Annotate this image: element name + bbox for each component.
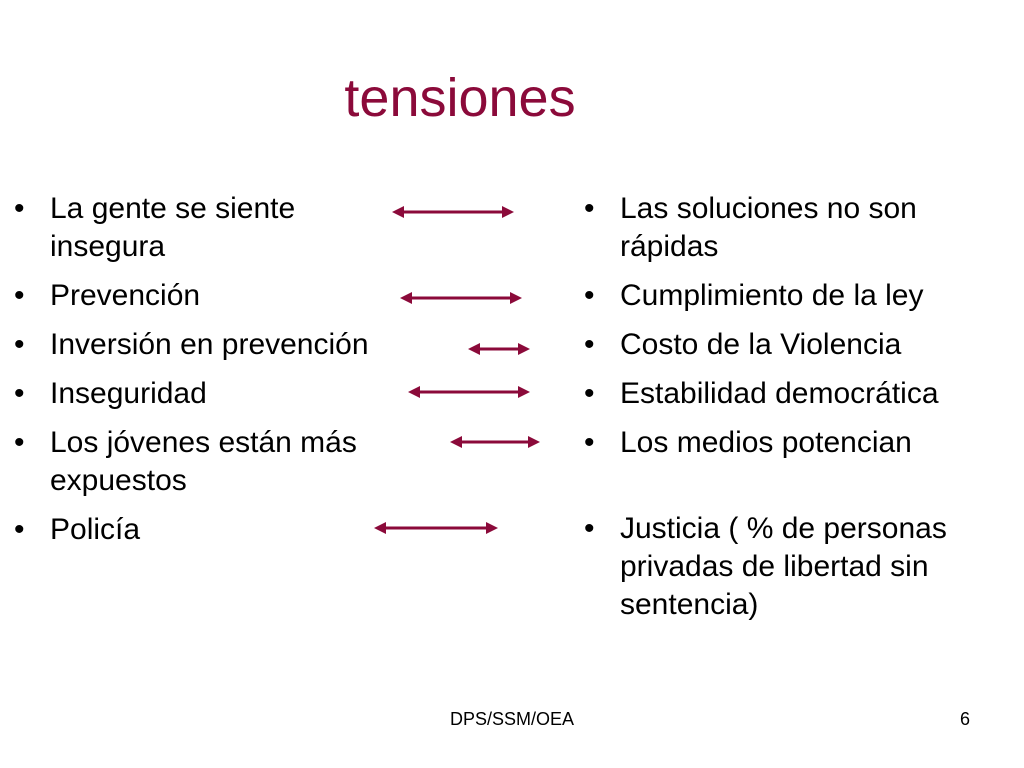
list-item (584, 277, 1014, 315)
list-item-text: Prevención (50, 279, 201, 312)
list-item-text: Los jóvenes están más expuestos (50, 426, 357, 497)
double-headed-arrow-icon (408, 384, 530, 400)
double-headed-arrow-icon (450, 434, 540, 450)
slide-title: tensiones (344, 68, 576, 128)
bullet-icon: • (14, 377, 25, 410)
list-item (14, 190, 350, 266)
bullet-icon: • (14, 279, 25, 312)
double-headed-arrow-icon (392, 204, 514, 220)
bullet-icon: • (14, 192, 25, 225)
list-item-text: Costo de la Violencia (620, 328, 902, 361)
left-bullet-list (14, 190, 434, 560)
list-item (14, 375, 434, 413)
list-item (584, 424, 1014, 462)
right-bullet-list (584, 190, 1014, 635)
list-item-text: Los medios potencian (620, 426, 912, 459)
page-number: 6 (959, 709, 970, 729)
bullet-icon: • (584, 192, 595, 225)
list-item-text: Justicia ( % de personas privadas de libertad sin sentencia) (620, 512, 947, 621)
list-item-text: Cumplimiento de la ley (620, 279, 924, 312)
bullet-icon: • (584, 328, 595, 361)
list-item (584, 190, 980, 266)
bullet-icon: • (584, 512, 595, 545)
double-headed-arrow-icon (374, 520, 498, 536)
bullet-icon: • (584, 377, 595, 410)
list-item (584, 375, 1014, 413)
list-item-text: Policía (50, 513, 141, 546)
double-headed-arrow-icon (400, 290, 522, 306)
list-item (584, 326, 1014, 364)
bullet-icon: • (14, 426, 25, 459)
list-item (584, 510, 1020, 624)
list-item-text: La gente se siente insegura (50, 192, 296, 263)
list-item-text: Estabilidad democrática (620, 377, 939, 410)
list-item-text: Inseguridad (50, 377, 207, 410)
bullet-icon: • (14, 513, 25, 546)
list-item (14, 511, 434, 549)
list-item (14, 326, 434, 364)
double-headed-arrow-icon (468, 341, 530, 357)
list-item-text: Las soluciones no son rápidas (620, 192, 917, 263)
bullet-icon: • (584, 426, 595, 459)
footer-text: DPS/SSM/OEA (449, 709, 575, 729)
bullet-icon: • (14, 328, 25, 361)
bullet-icon: • (584, 279, 595, 312)
list-item-text: Inversión en prevención (50, 328, 369, 361)
list-item (14, 424, 430, 500)
list-item (14, 277, 434, 315)
